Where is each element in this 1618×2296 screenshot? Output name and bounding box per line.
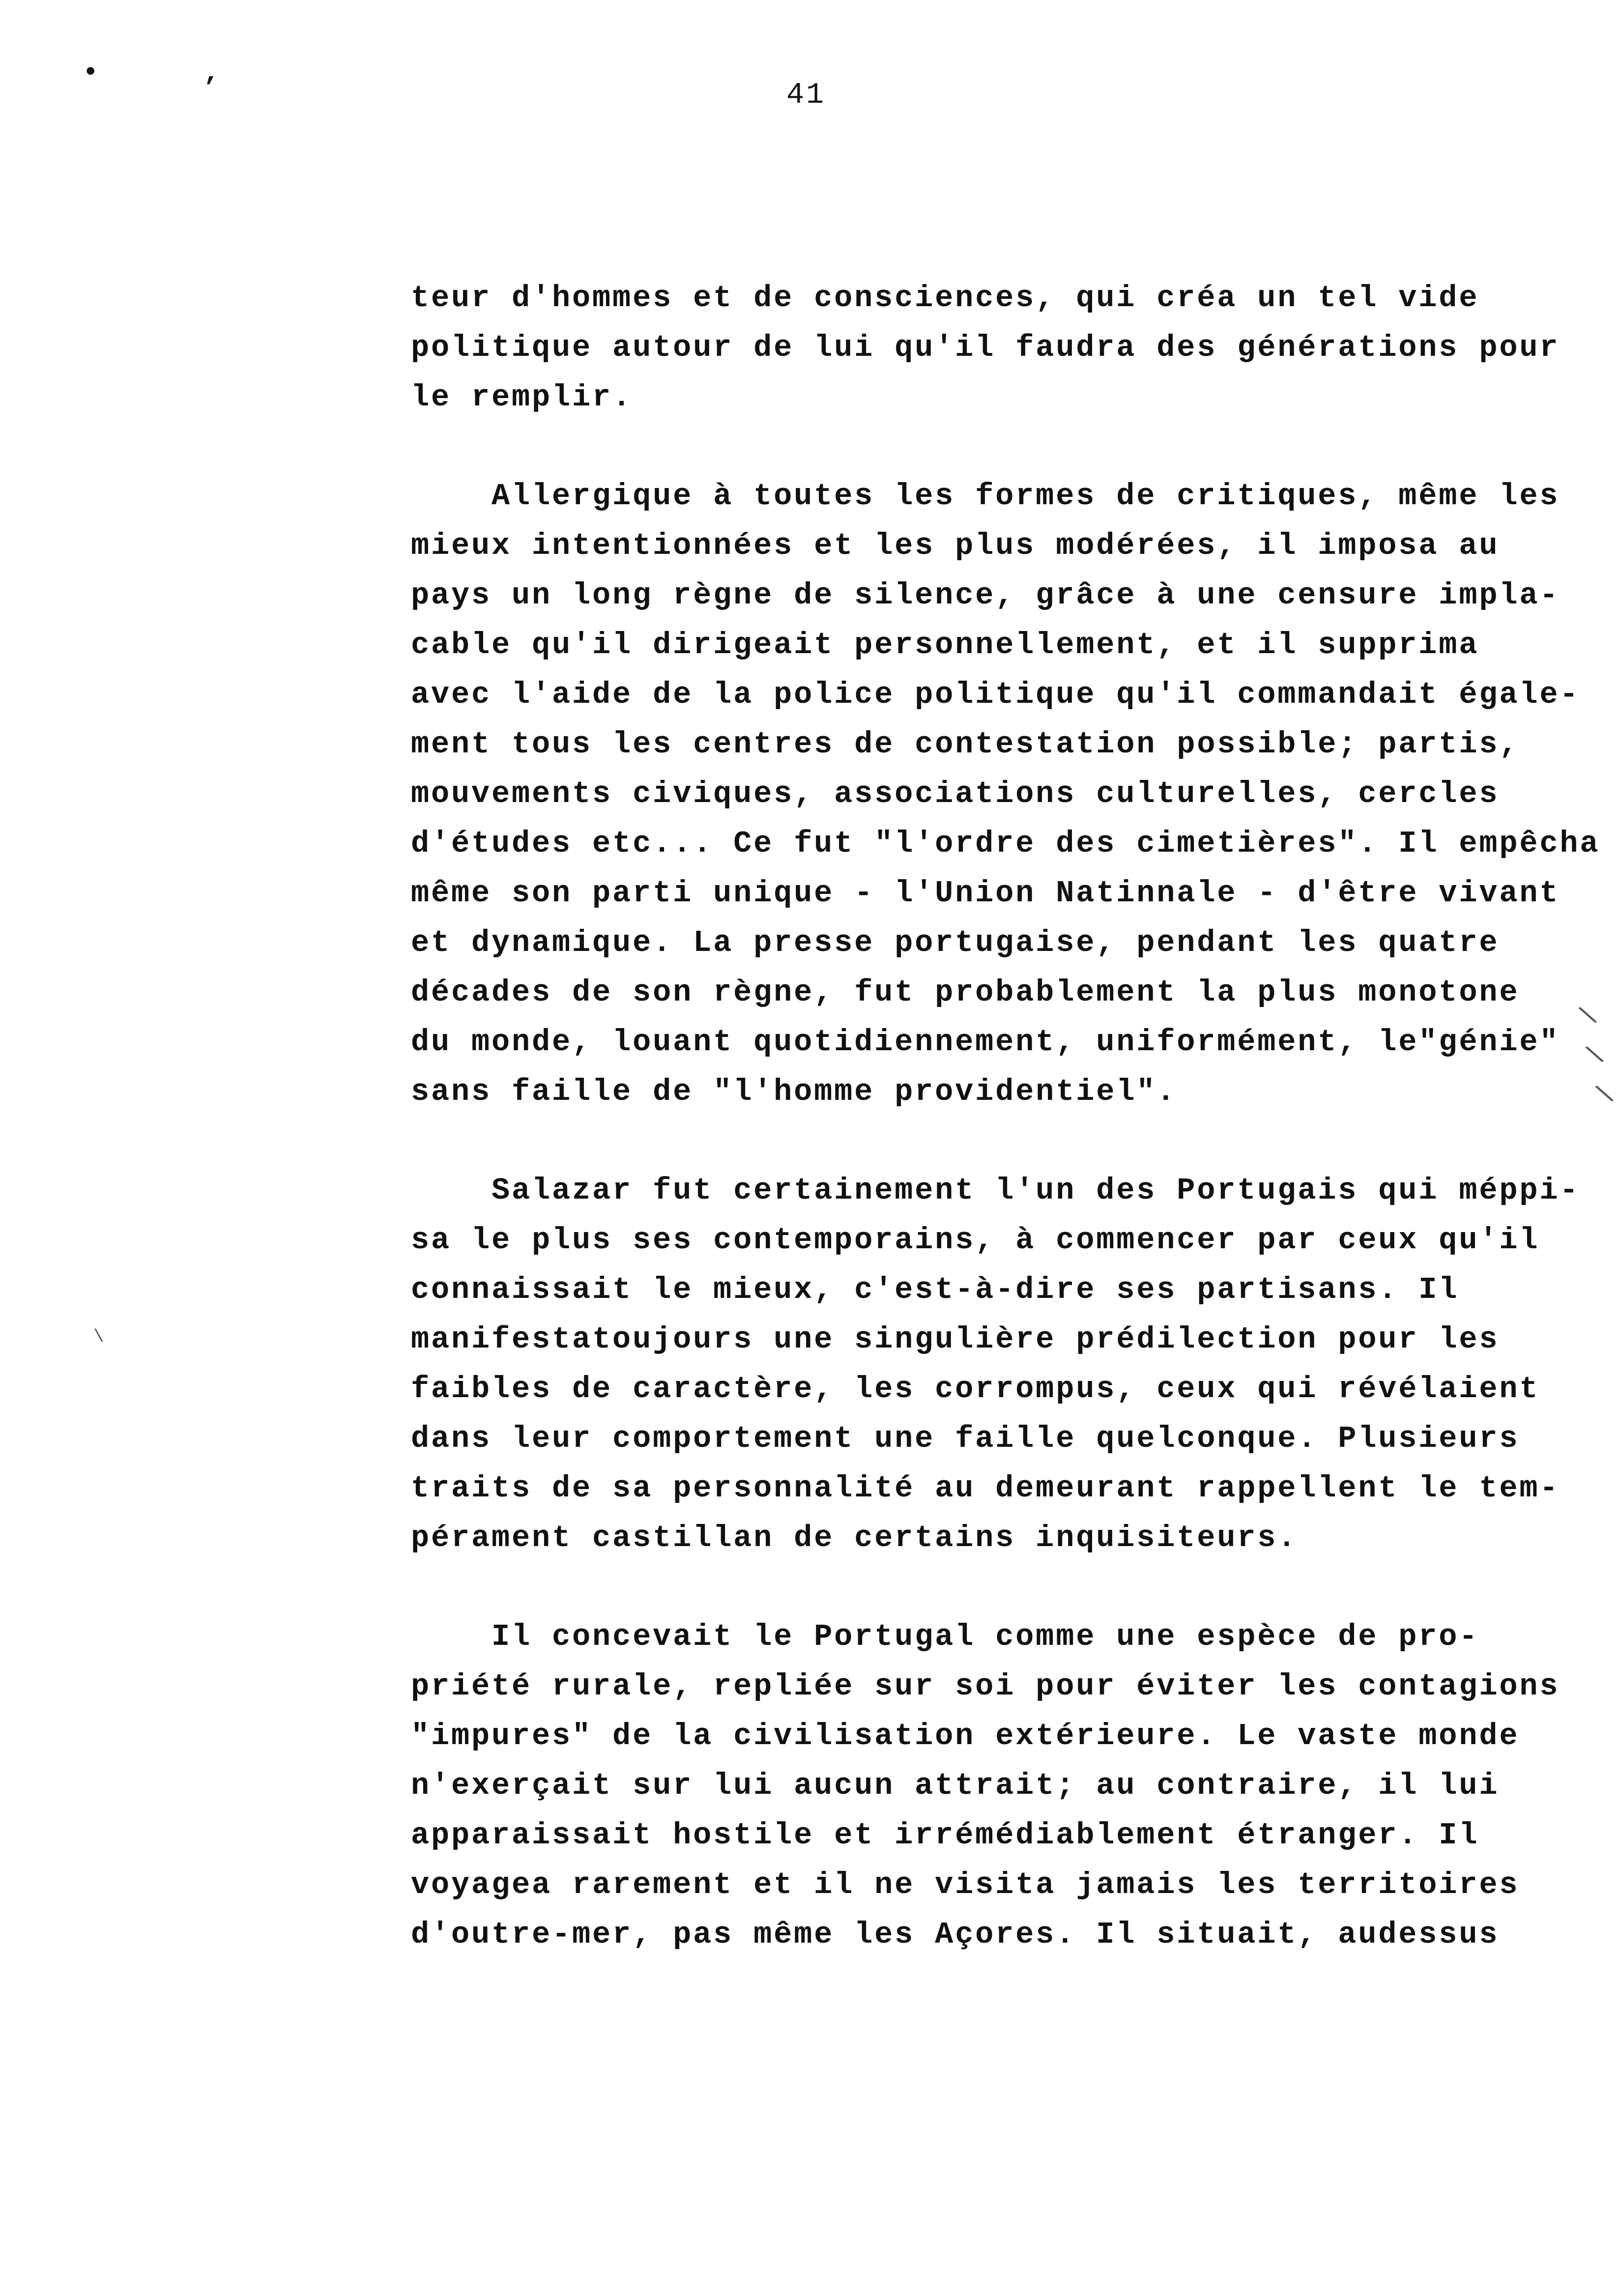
text-line: mieux intentionnées et les plus modérées, il imposa au [411, 528, 1500, 563]
text-line: "impures" de la civilisation extérieure. Le vaste monde [411, 1719, 1520, 1753]
text-line: avec l'aide de la police politique qu'il commandait égale- [411, 677, 1580, 712]
text-line: sans faille de "l'homme providentiel". [411, 1074, 1177, 1109]
scan-mark: \ [1576, 1001, 1601, 1034]
text-line: Il concevait le Portugal comme une espèce de pro- [411, 1619, 1479, 1654]
paragraph-2 [411, 471, 1600, 1117]
text-line: manifestatoujours une singulière prédilection pour les [411, 1322, 1500, 1357]
scan-mark: \ [1583, 1040, 1608, 1074]
text-line: d'études etc... Ce fut "l'ordre des cimetières". Il empêcha [411, 826, 1600, 861]
text-line: pérament castillan de certains inquisiteurs. [411, 1521, 1298, 1555]
text-line: mouvements civiques, associations culturelles, cercles [411, 776, 1500, 811]
text-line: ment tous les centres de contestation possible; partis, [411, 727, 1520, 762]
text-line: le remplir. [411, 380, 633, 415]
text-line: même son parti unique - l'Union Natinnale - d'être vivant [411, 876, 1560, 911]
text-line: connaissait le mieux, c'est-à-dire ses partisans. Il [411, 1272, 1459, 1307]
text-line: du monde, louant quotidiennement, uniformément, le"génie" [411, 1025, 1560, 1060]
text-line: et dynamique. La presse portugaise, pendant les quatre [411, 925, 1500, 960]
text-line: teur d'hommes et de consciences, qui créa un tel vide [411, 281, 1479, 316]
text-line: dans leur comportement une faille quelconque. Plusieurs [411, 1421, 1520, 1456]
text-line: voyagea rarement et il ne visita jamais les territoires [411, 1867, 1520, 1902]
paragraph-1 [411, 273, 1581, 422]
page-number: 41 [786, 79, 826, 112]
scan-mark: \ [93, 1327, 104, 1347]
paragraph-3 [411, 1166, 1581, 1563]
text-line: traits de sa personnalité au demeurant rappellent le tem- [411, 1471, 1560, 1506]
text-line: Salazar fut certainement l'un des Portugais qui méppi- [411, 1173, 1580, 1208]
body-text [411, 273, 1600, 2009]
paragraph-4 [411, 1612, 1581, 1959]
text-line: décades de son règne, fut probablement la plus monotone [411, 975, 1520, 1010]
text-line: n'exerçait sur lui aucun attrait; au contraire, il lui [411, 1768, 1500, 1803]
scan-mark: \ [1592, 1079, 1618, 1113]
text-line: cable qu'il dirigeait personnellement, et il supprima [411, 628, 1479, 662]
text-line: pays un long règne de silence, grâce à une censure impla- [411, 578, 1560, 613]
text-line: politique autour de lui qu'il faudra des générations pour [411, 330, 1560, 365]
text-line: priété rurale, repliée sur soi pour éviter les contagions [411, 1669, 1560, 1704]
text-line: faibles de caractère, les corrompus, ceux qui révélaient [411, 1372, 1540, 1406]
margin-marks: • ‚ [83, 58, 263, 88]
text-line: d'outre-mer, pas même les Açores. Il situait, audessus [411, 1917, 1500, 1952]
text-line: sa le plus ses contemporains, à commencer par ceux qu'il [411, 1223, 1540, 1258]
text-line: apparaissait hostile et irrémédiablement étranger. Il [411, 1818, 1479, 1853]
text-line: Allergique à toutes les formes de critiques, même les [411, 479, 1560, 514]
